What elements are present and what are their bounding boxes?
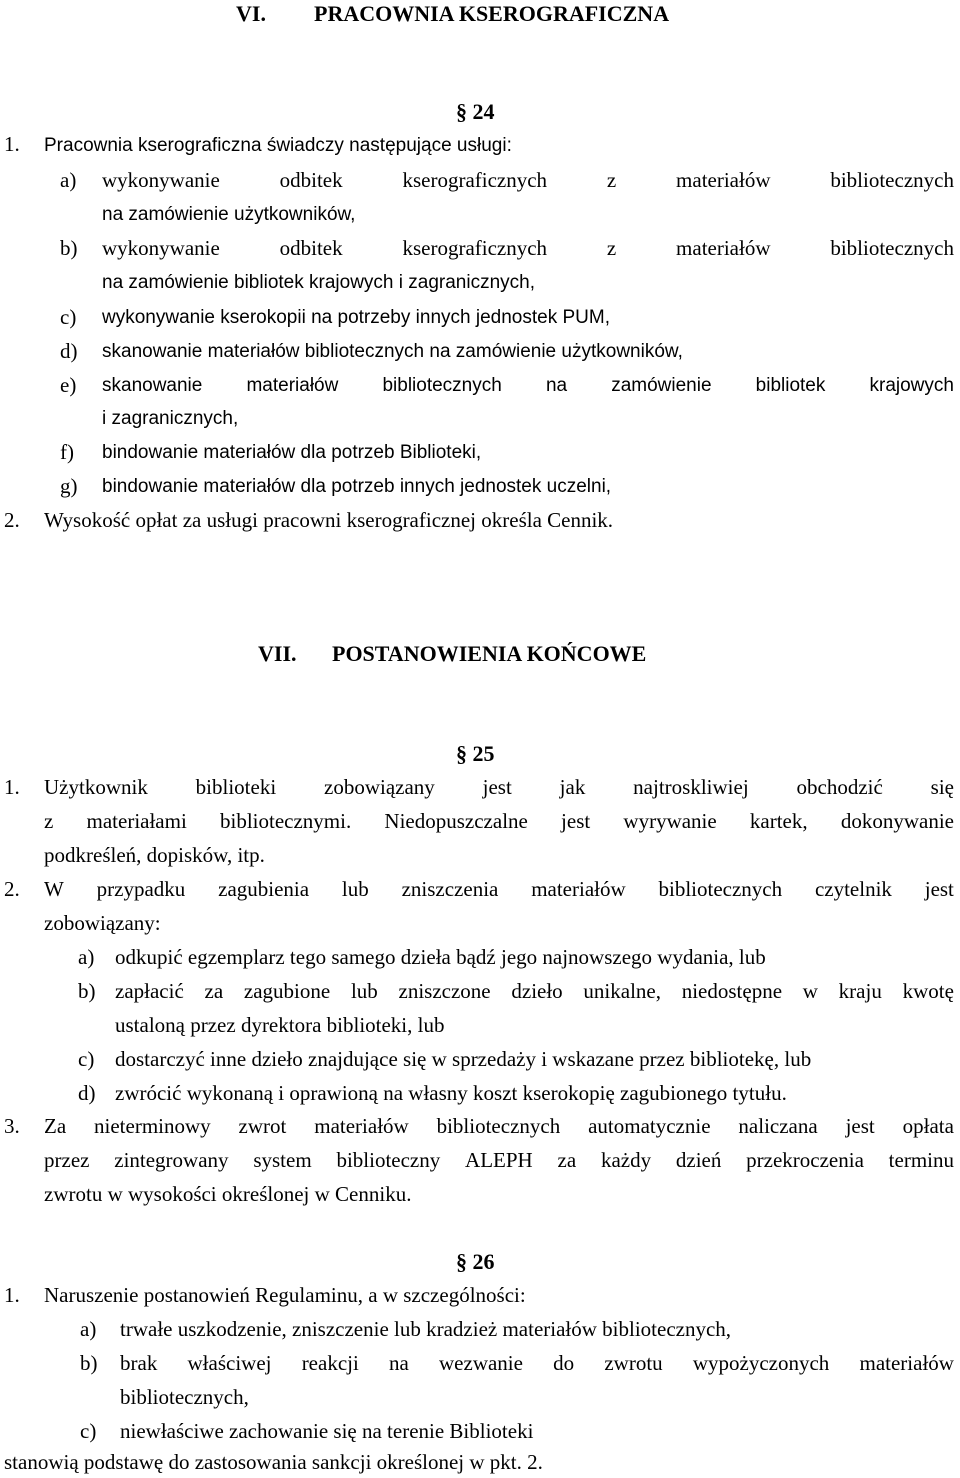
item-c-marker: c) xyxy=(60,305,77,329)
item-b-marker: b) xyxy=(60,236,78,260)
p25-item-b-line-1: zapłacić za zagubione lub zniszczone dzieło unikalne, niedostępne w kraju kwotę xyxy=(115,979,954,1003)
p25-item-a-marker: a) xyxy=(78,945,95,969)
p26-item-c-marker: c) xyxy=(80,1419,97,1443)
item-2-number: 2. xyxy=(4,508,20,532)
item-f-text: bindowanie materiałów dla potrzeb Biblioteki, xyxy=(102,442,482,463)
item-a-line-2: na zamówienie użytkowników, xyxy=(102,204,356,225)
item-b-line-1: wykonywanie odbitek kserograficznych z materiałów bibliotecznych xyxy=(102,236,954,260)
p26-item-a-marker: a) xyxy=(80,1317,97,1341)
p25-item-b-line-2: ustaloną przez dyrektora biblioteki, lub xyxy=(115,1013,445,1037)
p25-item-1-line-3: podkreśleń, dopisków, itp. xyxy=(44,843,265,867)
item-2-text: Wysokość opłat za usługi pracowni kserograficznej określa Cennik. xyxy=(44,508,614,532)
p25-item-3-line-2: przez zintegrowany system biblioteczny ALEPH za każdy dzień przekroczenia terminu xyxy=(44,1148,954,1172)
item-a-line-1: wykonywanie odbitek kserograficznych z materiałów bibliotecznych xyxy=(102,168,954,192)
p25-item-d-marker: d) xyxy=(78,1081,96,1105)
item-1-text: Pracownia kserograficzna świadczy następujące usługi: xyxy=(44,135,512,156)
item-d-text: skanowanie materiałów bibliotecznych na zamówienie użytkowników, xyxy=(102,341,683,362)
item-d-marker: d) xyxy=(60,339,78,363)
item-g-marker: g) xyxy=(60,474,78,498)
p26-item-a-text: trwałe uszkodzenie, zniszczenie lub kradzież materiałów bibliotecznych, xyxy=(120,1317,732,1341)
p26-closing-text: stanowią podstawę do zastosowania sankcji określonej w pkt. 2. xyxy=(4,1450,543,1474)
paragraph-25-number: § 25 xyxy=(456,741,495,766)
p25-item-a-text: odkupić egzemplarz tego samego dzieła bądź jego najnowszego wydania, lub xyxy=(115,945,766,969)
p25-item-c-marker: c) xyxy=(78,1047,95,1071)
p26-item-1-text: Naruszenie postanowień Regulaminu, a w szczególności: xyxy=(44,1283,526,1307)
p26-item-c-text: niewłaściwe zachowanie się na terenie Biblioteki xyxy=(120,1419,534,1443)
p26-item-b-marker: b) xyxy=(80,1351,98,1375)
p25-item-3-number: 3. xyxy=(4,1114,20,1138)
p25-item-b-marker: b) xyxy=(78,979,96,1003)
p25-item-c-text: dostarczyć inne dzieło znajdujące się w sprzedaży i wskazane przez bibliotekę, lub xyxy=(115,1047,812,1071)
p25-item-1-line-1: Użytkownik biblioteki zobowiązany jest jak najtroskliwiej obchodzić się xyxy=(44,775,954,799)
p25-item-1-number: 1. xyxy=(4,775,20,799)
item-g-text: bindowanie materiałów dla potrzeb innych jednostek uczelni, xyxy=(102,476,612,497)
p26-item-1-number: 1. xyxy=(4,1283,20,1307)
p25-item-2-line-2: zobowiązany: xyxy=(44,911,161,935)
item-1-number: 1. xyxy=(4,132,20,156)
item-b-line-2: na zamówienie bibliotek krajowych i zagranicznych, xyxy=(102,272,535,293)
item-c-text: wykonywanie kserokopii na potrzeby innych jednostek PUM, xyxy=(102,307,610,328)
paragraph-26-number: § 26 xyxy=(456,1249,495,1274)
item-a-marker: a) xyxy=(60,168,77,192)
section-vi-title: PRACOWNIA KSEROGRAFICZNA xyxy=(314,1,670,26)
p25-item-2-line-1: W przypadku zagubienia lub zniszczenia materiałów bibliotecznych czytelnik jest xyxy=(44,877,954,901)
section-vii-title: POSTANOWIENIA KOŃCOWE xyxy=(332,641,647,666)
p25-item-1-line-2: z materiałami bibliotecznymi. Niedopuszczalne jest wyrywanie kartek, dokonywanie xyxy=(44,809,954,833)
p26-item-b-line-1: brak właściwej reakcji na wezwanie do zwrotu wypożyczonych materiałów xyxy=(120,1351,954,1375)
p25-item-3-line-1: Za nieterminowy zwrot materiałów bibliotecznych automatycznie naliczana jest opłata xyxy=(44,1114,954,1138)
paragraph-24-number: § 24 xyxy=(456,99,495,124)
p25-item-3-line-3: zwrotu w wysokości określonej w Cenniku. xyxy=(44,1182,412,1206)
p26-item-b-line-2: bibliotecznych, xyxy=(120,1385,249,1409)
section-vi-number: VI. xyxy=(236,1,266,26)
item-e-marker: e) xyxy=(60,373,77,397)
item-e-line-1: skanowanie materiałów bibliotecznych na zamówienie bibliotek krajowych xyxy=(102,375,954,396)
p25-item-2-number: 2. xyxy=(4,877,20,901)
item-e-line-2: i zagranicznych, xyxy=(102,408,239,429)
p25-item-d-text: zwrócić wykonaną i oprawioną na własny koszt kserokopię zagubionego tytułu. xyxy=(115,1081,787,1105)
item-f-marker: f) xyxy=(60,440,74,464)
section-vii-number: VII. xyxy=(258,641,297,666)
